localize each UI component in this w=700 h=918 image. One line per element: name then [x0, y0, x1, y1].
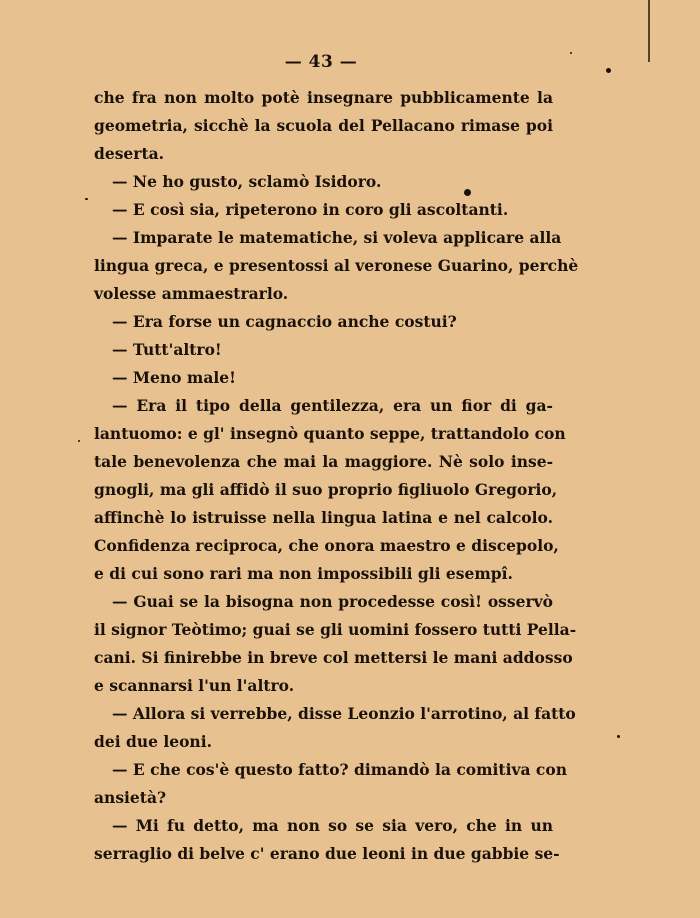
ink-speck — [617, 735, 620, 738]
text-line: — Mi fu detto, ma non so se sia vero, che in un — [112, 816, 553, 835]
text-line: che fra non molto potè insegnare pubblicamente la — [94, 88, 553, 107]
ink-speck — [606, 68, 611, 73]
ink-speck — [570, 52, 572, 54]
text-line: lingua greca, e presentossi al veronese Guarino, perchè — [94, 256, 579, 275]
text-line: Confidenza reciproca, che onora maestro e discepolo, — [94, 536, 559, 555]
ink-speck — [78, 440, 80, 442]
text-line: serraglio di belve c' erano due leoni in due gabbie se- — [94, 844, 560, 863]
page-number: — 43 — — [284, 52, 358, 72]
text-line: tale benevolenza che mai la maggiore. Nè solo inse- — [94, 452, 553, 471]
text-line: — E così sia, ripeterono in coro gli ascoltanti. — [112, 200, 509, 219]
page-edge-line — [648, 0, 650, 62]
text-line: — Era il tipo della gentilezza, era un fior di ga- — [112, 396, 553, 415]
text-line: — Ne ho gusto, sclamò Isidoro. — [112, 172, 382, 191]
text-line: — E che cos'è questo fatto? dimandò la comitiva con — [112, 760, 567, 779]
text-line: cani. Si finirebbe in breve col mettersi le mani addosso — [94, 648, 573, 667]
body-text — [94, 84, 579, 868]
text-line: affinchè lo istruisse nella lingua latina e nel calcolo. — [94, 508, 553, 527]
text-line: lantuomo: e gl' insegnò quanto seppe, trattandolo con — [94, 424, 566, 443]
text-line: il signor Teòtimo; guai se gli uomini fossero tutti Pella- — [94, 620, 577, 639]
text-line: gnogli, ma gli affidò il suo proprio figliuolo Gregorio, — [94, 480, 558, 499]
text-line: volesse ammaestrarlo. — [94, 284, 289, 303]
text-line: — Allora si verrebbe, disse Leonzio l'arrotino, al fatto — [112, 704, 576, 723]
text-line: e scannarsi l'un l'altro. — [94, 676, 295, 695]
text-line: — Meno male! — [112, 368, 236, 387]
ink-speck — [85, 198, 88, 200]
text-line: geometria, sicchè la scuola del Pellacano rimase poi — [94, 116, 553, 135]
text-line: dei due leoni. — [94, 732, 212, 751]
text-line: — Era forse un cagnaccio anche costui? — [112, 312, 457, 331]
text-line: — Imparate le matematiche, si voleva applicare alla — [112, 228, 562, 247]
ink-speck — [464, 189, 471, 196]
text-line: — Guai se la bisogna non procedesse così! osservò — [112, 592, 553, 611]
text-line: e di cui sono rari ma non impossibili gli esempî. — [94, 564, 513, 583]
text-line: ansietà? — [94, 788, 167, 807]
text-line: deserta. — [94, 144, 165, 163]
text-line: — Tutt'altro! — [112, 340, 222, 359]
